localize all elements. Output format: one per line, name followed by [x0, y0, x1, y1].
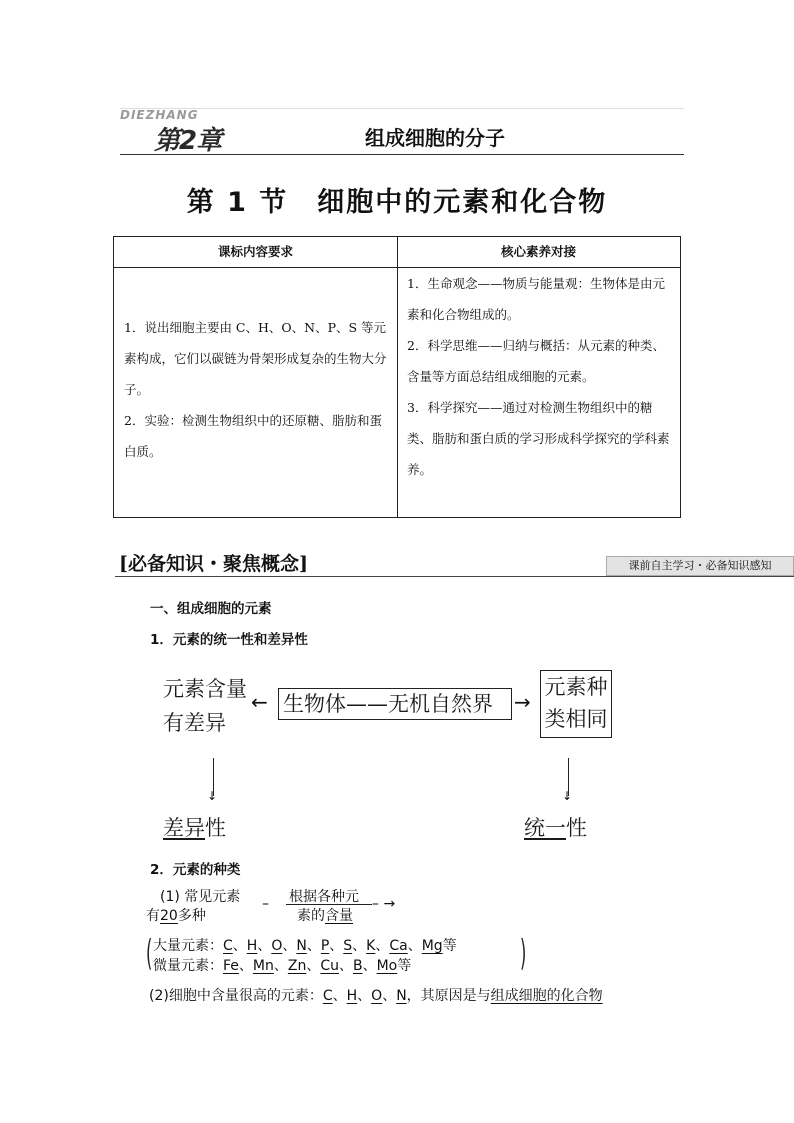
list-separator: 、 — [407, 938, 422, 954]
table-column-requirements — [114, 237, 398, 517]
macro-element: O — [271, 938, 283, 954]
table-cell-competencies — [397, 268, 680, 485]
diagram-right-line2: 类相同 — [544, 707, 608, 731]
competency-item: 3．科学探究——通过对检测生物组织中的糖类、脂肪和蛋白质的学习形成科学探究的学科素养。 — [407, 400, 670, 477]
diagram-unity — [524, 812, 587, 842]
arrow-connector-icon: – → — [372, 896, 396, 912]
list-separator: 、 — [375, 938, 390, 954]
micro-suffix: 等 — [397, 958, 412, 974]
diagram-unity-answer-a: 统 — [524, 816, 545, 840]
basis-answer: 含量 — [325, 908, 353, 924]
common-elements-label: (1) 常见元素 — [160, 889, 241, 905]
micro-element: Mo — [376, 958, 398, 974]
competency-item: 1．生命观念——物质与能量观：生物体是由元素和化合物组成的。 — [407, 276, 665, 322]
high-content-elements-line — [149, 985, 603, 1005]
requirement-item: 2．实验：检测生物组织中的还原糖、脂肪和蛋白质。 — [124, 413, 382, 459]
high-element: N — [396, 988, 407, 1004]
micro-element: Cu — [320, 958, 339, 974]
heading-element-types: 2．元素的种类 — [150, 862, 241, 878]
down-arrow-icon: ↓ — [562, 789, 573, 803]
high-answer: 组成细胞的化合物 — [490, 988, 603, 1004]
high-element: C — [322, 988, 333, 1004]
count-answer: 20 — [160, 908, 178, 924]
left-arrow-icon: ← — [251, 690, 268, 714]
macro-element: S — [343, 938, 353, 954]
high-element: O — [371, 988, 383, 1004]
header-rule — [120, 154, 684, 155]
micro-elements-line — [153, 955, 411, 975]
requirement-item: 1．说出细胞主要由 C、H、O、N、P、S 等元素构成，它们以碳链为骨架形成复杂的生物大分子。 — [124, 320, 387, 397]
macro-element: H — [246, 938, 258, 954]
right-arrow-icon: → — [514, 690, 531, 714]
chapter-title: 组成细胞的分子 — [365, 126, 505, 150]
heading-unity-diversity: 1．元素的统一性和差异性 — [150, 632, 308, 648]
left-brace-icon: ( — [146, 933, 153, 974]
diagram-right-box — [540, 670, 612, 738]
dash-connector: – — [262, 896, 269, 912]
classification-basis-top: 根据各种元 — [289, 889, 359, 905]
macro-elements-list — [223, 938, 443, 954]
diagram-diversity — [163, 812, 226, 842]
diagram-center-box: 生物体——无机自然界 — [278, 688, 512, 720]
high-element: H — [346, 988, 358, 1004]
list-separator: 、 — [306, 958, 321, 974]
list-separator: 、 — [357, 988, 372, 1004]
diagram-left-line1: 元素含量 — [163, 677, 247, 701]
high-elements-list — [323, 988, 407, 1004]
diagram-left-text — [163, 672, 247, 740]
macro-element: C — [223, 938, 233, 954]
macro-element: N — [296, 938, 307, 954]
micro-element: Mn — [252, 958, 274, 974]
count-prefix: 有 — [146, 908, 160, 924]
table-header-requirements: 课标内容要求 — [114, 237, 397, 268]
classification-basis-bottom — [297, 905, 353, 925]
heading-elements: 一、组成细胞的元素 — [150, 601, 272, 617]
list-separator: 、 — [329, 938, 344, 954]
list-separator: 、 — [238, 958, 253, 974]
micro-element: Zn — [287, 958, 307, 974]
right-brace-icon: ) — [520, 933, 527, 974]
knowledge-section-title: [必备知识・聚焦概念] — [119, 553, 308, 575]
list-separator: 、 — [257, 938, 272, 954]
macro-element: Mg — [421, 938, 443, 954]
high-prefix: (2)细胞中含量很高的元素： — [149, 988, 323, 1004]
diagram-left-line2: 有差异 — [163, 711, 226, 735]
macro-element: K — [366, 938, 376, 954]
macro-suffix: 等 — [442, 938, 457, 954]
diagram-diversity-suffix: 性 — [205, 816, 226, 840]
diagram-right-line1: 元素种 — [544, 675, 608, 699]
list-separator: 、 — [282, 938, 297, 954]
diagram-unity-answer-b: 一 — [545, 816, 566, 840]
micro-element: Fe — [223, 958, 239, 974]
knowledge-section-tag: 课前自主学习・必备知识感知 — [606, 556, 794, 576]
micro-label: 微量元素： — [153, 958, 223, 974]
chapter-pinyin: DIEZHANG — [120, 108, 199, 122]
competency-item: 2．科学思维——归纳与概括：从元素的种类、含量等方面总结组成细胞的元素。 — [407, 338, 665, 384]
macro-element: P — [320, 938, 330, 954]
list-separator: 、 — [332, 988, 347, 1004]
diagram-unity-suffix: 性 — [566, 816, 587, 840]
high-middle: ，其原因是与 — [406, 988, 491, 1004]
list-separator: 、 — [338, 958, 353, 974]
list-separator: 、 — [273, 958, 288, 974]
table-header-competencies: 核心素养对接 — [397, 237, 680, 268]
table-cell-requirements — [114, 268, 397, 467]
macro-element: Ca — [389, 938, 408, 954]
chapter-logo — [120, 108, 250, 154]
list-separator: 、 — [232, 938, 247, 954]
list-separator: 、 — [352, 938, 367, 954]
down-arrow-icon: ↓ — [207, 789, 218, 803]
list-separator: 、 — [306, 938, 321, 954]
macro-label: 大量元素： — [153, 938, 223, 954]
list-separator: 、 — [382, 988, 397, 1004]
table-column-competencies — [397, 237, 680, 517]
macro-elements-line — [153, 935, 457, 955]
micro-element: B — [352, 958, 363, 974]
chapter-label: 第2章 — [154, 126, 222, 156]
list-separator: 、 — [362, 958, 377, 974]
section-title: 第 1 节 细胞中的元素和化合物 — [186, 187, 608, 218]
count-suffix: 多种 — [177, 908, 206, 924]
micro-elements-list — [223, 958, 397, 974]
diagram-diversity-answer: 差异 — [163, 816, 205, 840]
common-elements-count — [146, 905, 206, 925]
basis-prefix: 素的 — [297, 908, 325, 924]
requirements-table — [113, 236, 681, 518]
